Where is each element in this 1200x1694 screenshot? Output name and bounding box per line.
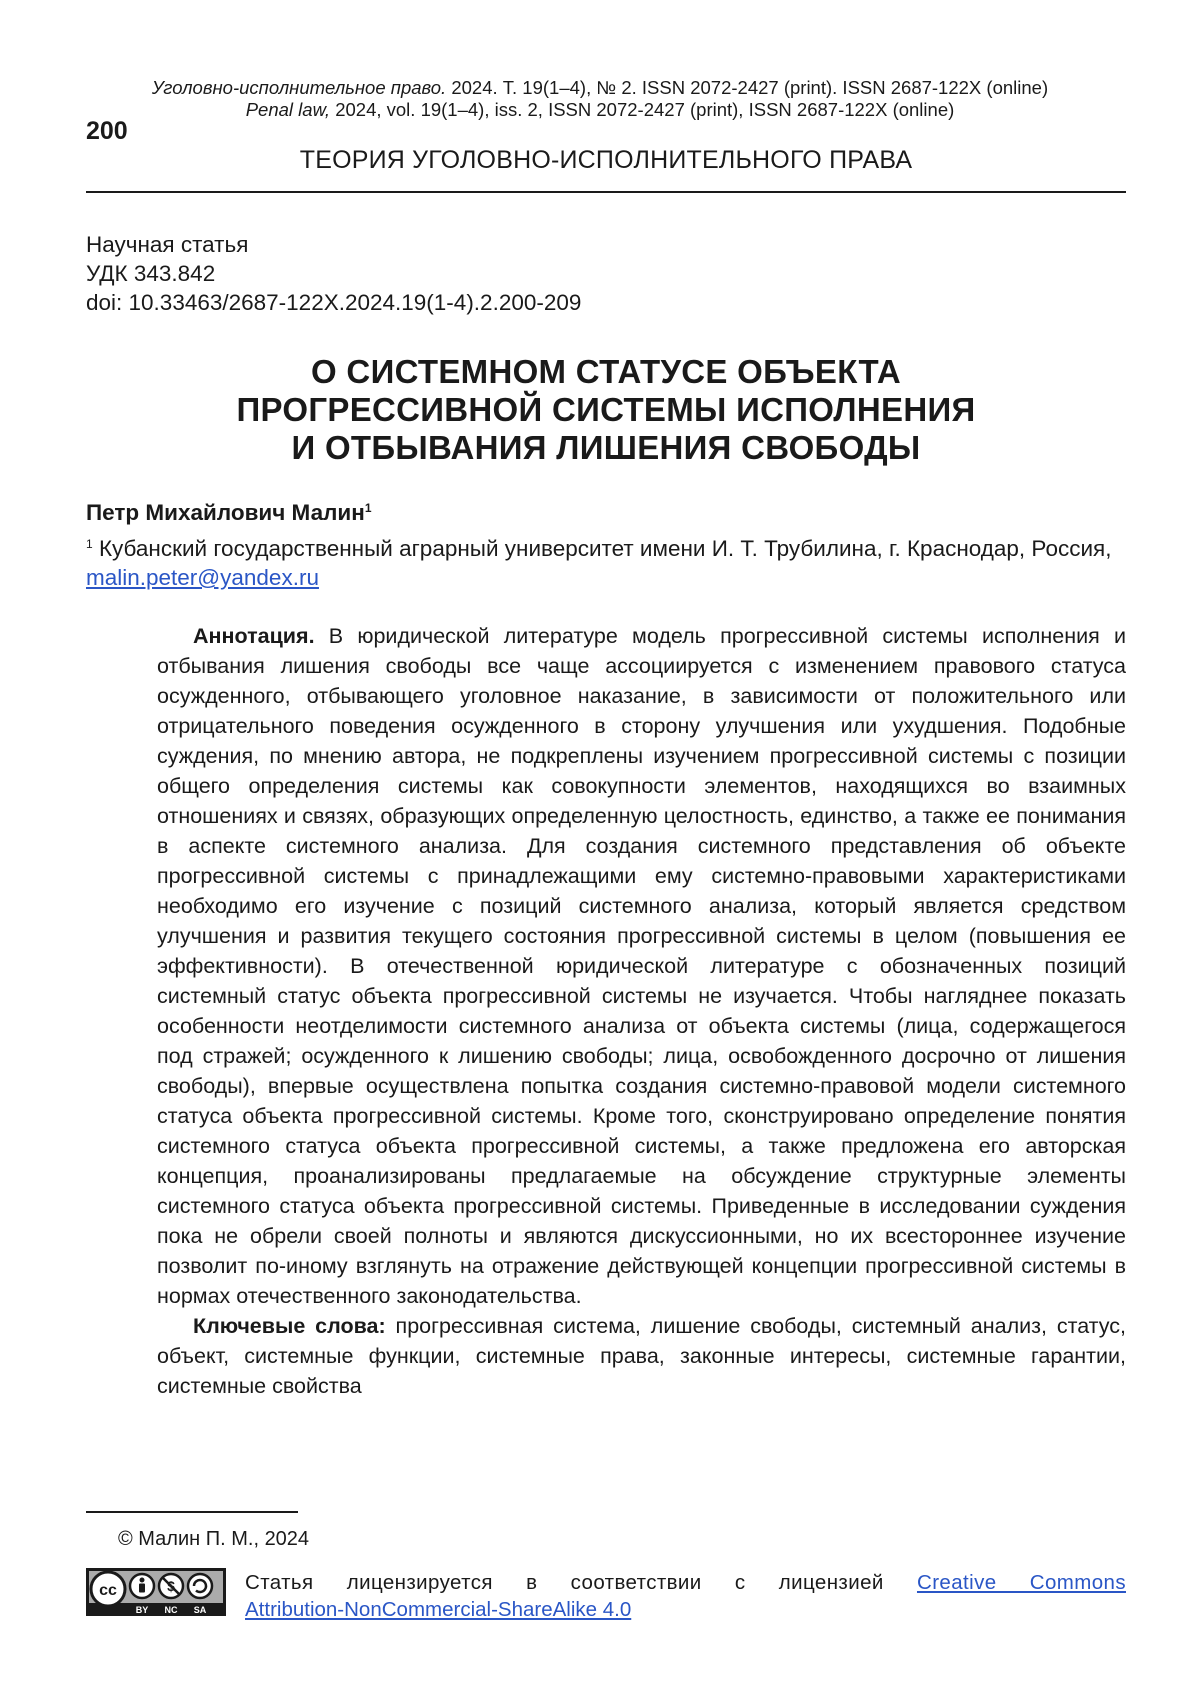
by-icon-body <box>139 1584 145 1593</box>
journal-citation-ru <box>0 76 1200 100</box>
header-divider <box>86 191 1126 193</box>
udc-code: УДК 343.842 <box>86 259 215 288</box>
copyright-notice: © Малин П. М., 2024 <box>118 1528 309 1551</box>
cc-nc-label: NC <box>165 1605 178 1615</box>
sa-icon <box>188 1574 212 1598</box>
affiliation-text: Кубанский государственный аграрный университет имени И. Т. Трубилина, г. Краснодар, Россия, <box>93 536 1112 561</box>
keywords-paragraph <box>157 1311 1126 1401</box>
license-statement <box>245 1569 1126 1596</box>
footnote-divider <box>86 1511 298 1513</box>
journal-citation-en <box>0 98 1200 122</box>
keywords-text: прогрессивная система, лишение свободы, системный анализ, статус, объект, системные функции, системные права, законные интересы, системные гарантии, системные свойства <box>157 1314 1126 1398</box>
author-name <box>86 500 372 526</box>
journal-name-en: Penal law, <box>246 99 330 120</box>
abstract-paragraph <box>157 621 1126 1311</box>
author-email-link[interactable]: malin.peter@yandex.ru <box>86 565 319 590</box>
article-type: Научная статья <box>86 230 248 259</box>
cc-license-logo[interactable] <box>86 1568 226 1616</box>
journal-details-ru: 2024. Т. 19(1–4), № 2. ISSN 2072-2427 (print). ISSN 2687-122X (online) <box>446 77 1048 98</box>
abstract-block <box>157 621 1126 1401</box>
page-number: 200 <box>86 117 128 146</box>
abstract-label: Аннотация. <box>193 624 315 648</box>
author-sup: 1 <box>365 501 372 515</box>
license-link-attribution[interactable]: Attribution-NonCommercial-ShareAlike 4.0 <box>245 1598 631 1621</box>
title-line-1: О СИСТЕМНОМ СТАТУСЕ ОБЪЕКТА <box>86 353 1126 391</box>
journal-details-en: 2024, vol. 19(1–4), iss. 2, ISSN 2072-2427 (print), ISSN 2687-122X (online) <box>330 99 954 120</box>
article-title <box>86 353 1126 467</box>
cc-sa-label: SA <box>194 1605 207 1615</box>
license-text: Статья лицензируется в соответствии с лицензией <box>245 1571 884 1594</box>
by-icon-head <box>140 1578 145 1583</box>
author-name-text: Петр Михайлович Малин <box>86 500 365 525</box>
title-line-2: ПРОГРЕССИВНОЙ СИСТЕМЫ ИСПОЛНЕНИЯ <box>86 391 1126 429</box>
affiliation-sup: 1 <box>86 537 93 551</box>
abstract-text: В юридической литературе модель прогрессивной системы исполнения и отбывания лишения свободы все чаще ассоциируется с изменением правового статуса осужденного, отбывающего уголовное наказание, в зависимости от положительного или отрицательного поведения осужденного в сторону улучшения или ухудшения. Подобные суждения, по мнению автора, не подкреплены изучением прогрессивной системы с позиции общего определения системы как совокупности элементов, находящихся во взаимных отношениях и связях, образующих определенную целостность, единство, а также ее понимания в аспекте системного анализа. Для создания системного представления об объекте прогрессивной системы с принадлежащими ему системно-правовыми характеристиками необходимо его изучение с позиций системного анализа, который является средством улучшения и развития текущего состояния прогрессивной системы в целом (повышения ее эффективности). В отечественной юридической литературе с обозначенных позиций системный статус объекта прогрессивной системы не изучается. Чтобы нагляднее показать особенности неотделимости системного анализа от объекта системы (лица, содержащегося под стражей; осужденного к лишению свободы; лица, освобожденного досрочно от лишения свободы), впервые осуществлена попытка создания системно-правовой модели системного статуса объекта прогрессивной системы. Кроме того, сконструировано определение понятия системного статуса объекта прогрессивной системы, а также предложена его авторская концепция, проанализированы предлагаемые на обсуждение структурные элементы системного статуса объекта прогрессивной системы. Приведенные в исследовании суждения пока не обрели своей полноты и являются дискуссионными, но их всестороннее изучение позволит по-иному взглянуть на отражение действующей концепции прогрессивной системы в нормах отечественного законодательства. <box>157 624 1126 1308</box>
title-line-3: И ОТБЫВАНИЯ ЛИШЕНИЯ СВОБОДЫ <box>86 429 1126 467</box>
keywords-label: Ключевые слова: <box>193 1314 386 1338</box>
doi: doi: 10.33463/2687-122X.2024.19(1-4).2.200-209 <box>86 288 581 317</box>
journal-name-ru: Уголовно-исполнительное право. <box>152 77 446 98</box>
section-title: ТЕОРИЯ УГОЛОВНО-ИСПОЛНИТЕЛЬНОГО ПРАВА <box>86 146 1126 175</box>
license-statement-line-2 <box>245 1596 631 1623</box>
license-link-creative-commons[interactable]: Creative Commons <box>917 1571 1126 1594</box>
cc-icon-label: cc <box>99 1582 117 1599</box>
cc-by-label: BY <box>136 1605 149 1615</box>
author-affiliation <box>86 530 1126 592</box>
